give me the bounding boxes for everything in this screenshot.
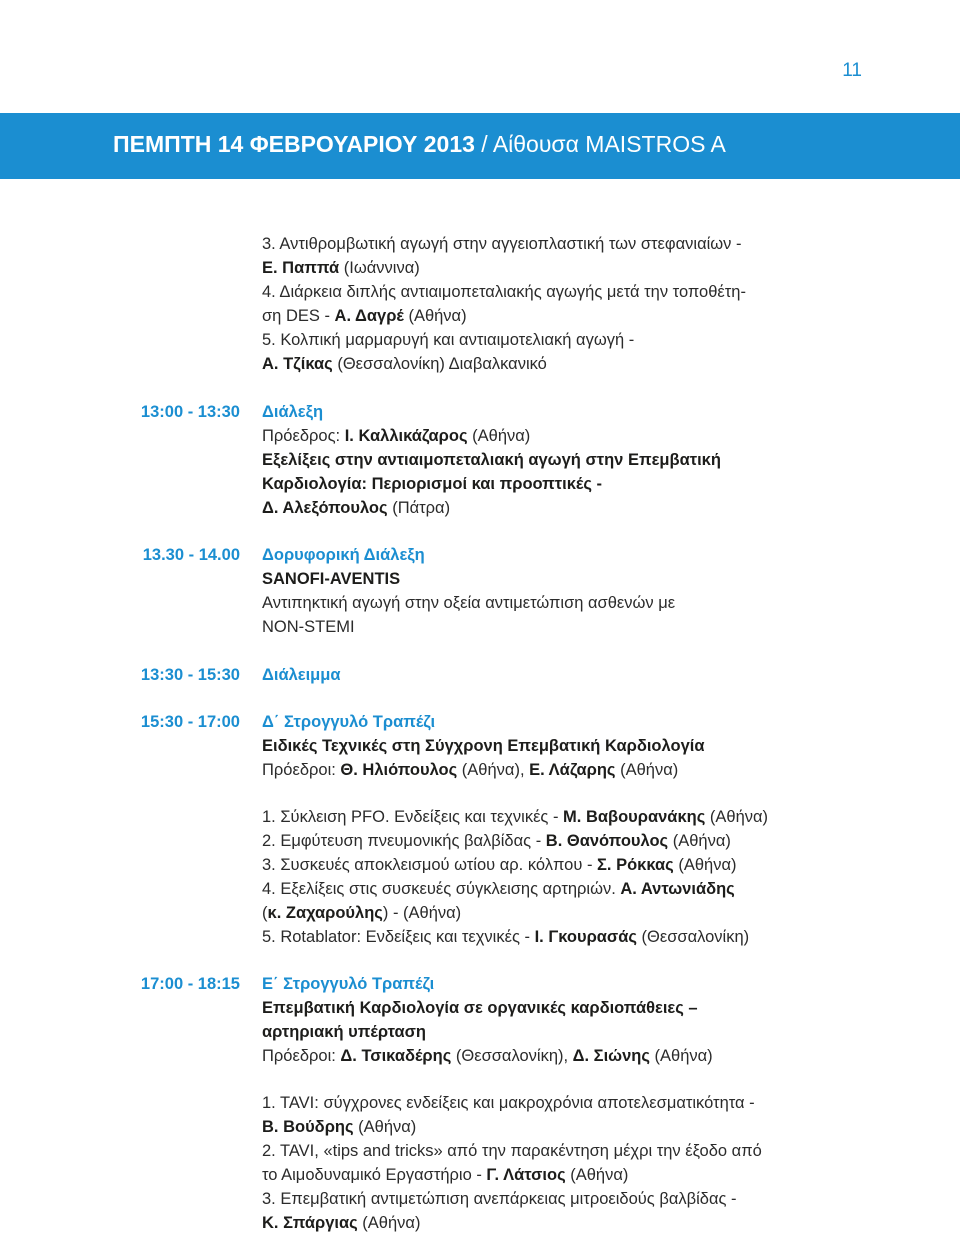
item-text: 3. Συσκευές αποκλεισμού ωτίου αρ. κόλπου -: [262, 856, 598, 874]
session-title: Δορυφορική Διάλεξη: [262, 546, 425, 564]
session-subtitle: Ειδικές Τεχνικές στη Σύγχρονη Επεμβατική Καρδιολογία: [262, 737, 705, 755]
speaker-city: (Θεσσαλονίκη): [636, 928, 750, 946]
speaker-city: (Αθήνα): [673, 856, 737, 874]
session-chairs: [262, 1044, 713, 1068]
list-item-cont: [262, 901, 461, 925]
lecture-topic: Αντιπηκτική αγωγή στην οξεία αντιμετώπιση ασθενών με: [262, 594, 676, 612]
speaker-city: (Πάτρα): [387, 499, 451, 517]
list-item: [262, 877, 735, 901]
session-subtitle-cont: αρτηριακή υπέρταση: [262, 1023, 426, 1041]
speaker-name: Α. Τζίκας: [262, 355, 333, 373]
session-time: 17:00 - 18:15: [140, 975, 240, 993]
speaker-name: Δ. Αλεξόπουλος: [262, 499, 388, 517]
speaker-city: (Αθήνα): [565, 1166, 629, 1184]
session-title: Διάλειμμα: [262, 666, 341, 684]
item-text: το Αιμοδυναμικό Εργαστήριο -: [262, 1166, 487, 1184]
speaker-city: (Ιωάννινα): [339, 259, 420, 277]
header-separator: /: [474, 131, 493, 157]
sponsor-name: SANOFI-AVENTIS: [262, 570, 401, 588]
session-chair: [262, 424, 530, 448]
speaker-name: κ. Ζαχαρούλης: [267, 904, 383, 922]
intro-item-4: 4. Διάρκεια διπλής αντιαιμοπεταλιακής αγωγής μετά την τοποθέτη-: [262, 283, 746, 301]
chairs-label: Πρόεδροι:: [262, 1047, 341, 1065]
lecture-speaker: [262, 496, 450, 520]
item-text: 4. Εξελίξεις στις συσκευές σύγκλεισης αρτηριών.: [262, 880, 621, 898]
session-title: Ε΄ Στρογγυλό Τραπέζι: [262, 975, 435, 993]
chairs-label: Πρόεδροι:: [262, 761, 341, 779]
list-item: [262, 829, 731, 853]
list-item: [262, 805, 768, 829]
chair-city: (Αθήνα),: [457, 761, 530, 779]
intro-item-5: 5. Κολπική μαρμαρυγή και αντιαιμοτελιακή αγωγή -: [262, 331, 635, 349]
session-time: 13:00 - 13:30: [140, 403, 240, 421]
header-band: [0, 113, 960, 179]
speaker-city: (Αθήνα): [357, 1214, 421, 1232]
speaker-city: (Αθήνα): [353, 1118, 417, 1136]
item-text: (: [262, 904, 268, 922]
intro-item-5-speaker: [262, 352, 547, 376]
list-item: 2. TAVI, «tips and tricks» από την παρακέντηση μέχρι την έξοδο από: [262, 1142, 762, 1160]
speaker-city: (Αθήνα): [668, 832, 731, 850]
item-text: 1. Σύκλειση PFO. Ενδείξεις και τεχνικές -: [262, 808, 564, 826]
session-time: 13:30 - 15:30: [140, 666, 240, 684]
item-text: 5. Rotablator: Ενδείξεις και τεχνικές -: [262, 928, 535, 946]
chair-name: Ι. Καλλικάζαρος: [344, 427, 468, 445]
list-item: [262, 925, 749, 949]
session-time: 15:30 - 17:00: [140, 713, 240, 731]
speaker-city: (Αθήνα): [705, 808, 769, 826]
list-item-cont: [262, 1163, 628, 1187]
chair-city: (Αθήνα): [467, 427, 531, 445]
list-item: 1. TAVI: σύγχρονες ενδείξεις και μακροχρόνια αποτελεσματικότητα -: [262, 1094, 755, 1112]
chair-name: Δ. Τσικαδέρης: [340, 1047, 452, 1065]
speaker-name: Β. Βούδρης: [262, 1118, 354, 1136]
chair-name: Θ. Ηλιόπουλος: [340, 761, 458, 779]
speaker-city: (Θεσσαλονίκη) Διαβαλκανικό: [332, 355, 547, 373]
page-title: [113, 131, 726, 158]
speaker-name: Μ. Βαβουρανάκης: [563, 808, 706, 826]
speaker-name: Β. Θανόπουλος: [545, 832, 669, 850]
chair-name: Δ. Σιώνης: [572, 1047, 650, 1065]
session-time: 13.30 - 14.00: [142, 546, 240, 564]
header-date: ΠΕΜΠΤΗ 14 ΦΕΒΡΟΥΑΡΙΟΥ 2013: [113, 131, 475, 157]
intro-item-3-speaker: [262, 256, 420, 280]
intro-item-4-speaker: [262, 304, 467, 328]
list-item: [262, 853, 737, 877]
item-text: 2. Εμφύτευση πνευμονικής βαλβίδας -: [262, 832, 546, 850]
header-room: Αίθουσα MAISTROS A: [492, 131, 726, 157]
speaker-name: Α. Αντωνιάδης: [620, 880, 735, 898]
chair-name: Ε. Λάζαρης: [529, 761, 616, 779]
speaker-name: Ε. Παππά: [262, 259, 340, 277]
session-title: Διάλεξη: [262, 403, 324, 421]
speaker-name: Γ. Λάτσιος: [486, 1166, 566, 1184]
lecture-title: Εξελίξεις στην αντιαιμοπεταλιακή αγωγή στην Επεμβατική: [262, 451, 721, 469]
list-item-cont: [262, 1211, 420, 1235]
list-item-cont: [262, 1115, 416, 1139]
speaker-name: Α. Δαγρέ: [334, 307, 404, 325]
item-text: ση DES -: [262, 307, 335, 325]
speaker-name: Ι. Γκουρασάς: [534, 928, 637, 946]
lecture-title-cont: Καρδιολογία: Περιορισμοί και προοπτικές -: [262, 475, 603, 493]
speaker-name: Σ. Ρόκκας: [597, 856, 674, 874]
lecture-topic-cont: NON-STEMI: [262, 618, 355, 636]
page-number: 11: [842, 60, 862, 81]
intro-item-3: 3. Αντιθρομβωτική αγωγή στην αγγειοπλαστική των στεφανιαίων -: [262, 235, 742, 253]
session-subtitle: Επεμβατική Καρδιολογία σε οργανικές καρδιοπάθειες –: [262, 999, 698, 1017]
chair-city: (Αθήνα): [649, 1047, 713, 1065]
chair-city: (Θεσσαλονίκη),: [451, 1047, 573, 1065]
speaker-city: (Αθήνα): [403, 307, 467, 325]
speaker-name: Κ. Σπάργιας: [262, 1214, 358, 1232]
speaker-city: ) - (Αθήνα): [382, 904, 462, 922]
session-title: Δ΄ Στρογγυλό Τραπέζι: [262, 713, 436, 731]
list-item: 3. Επεμβατική αντιμετώπιση ανεπάρκειας μιτροειδούς βαλβίδας -: [262, 1190, 737, 1208]
chair-label: Πρόεδρος:: [262, 427, 345, 445]
session-chairs: [262, 758, 678, 782]
chair-city: (Αθήνα): [615, 761, 679, 779]
